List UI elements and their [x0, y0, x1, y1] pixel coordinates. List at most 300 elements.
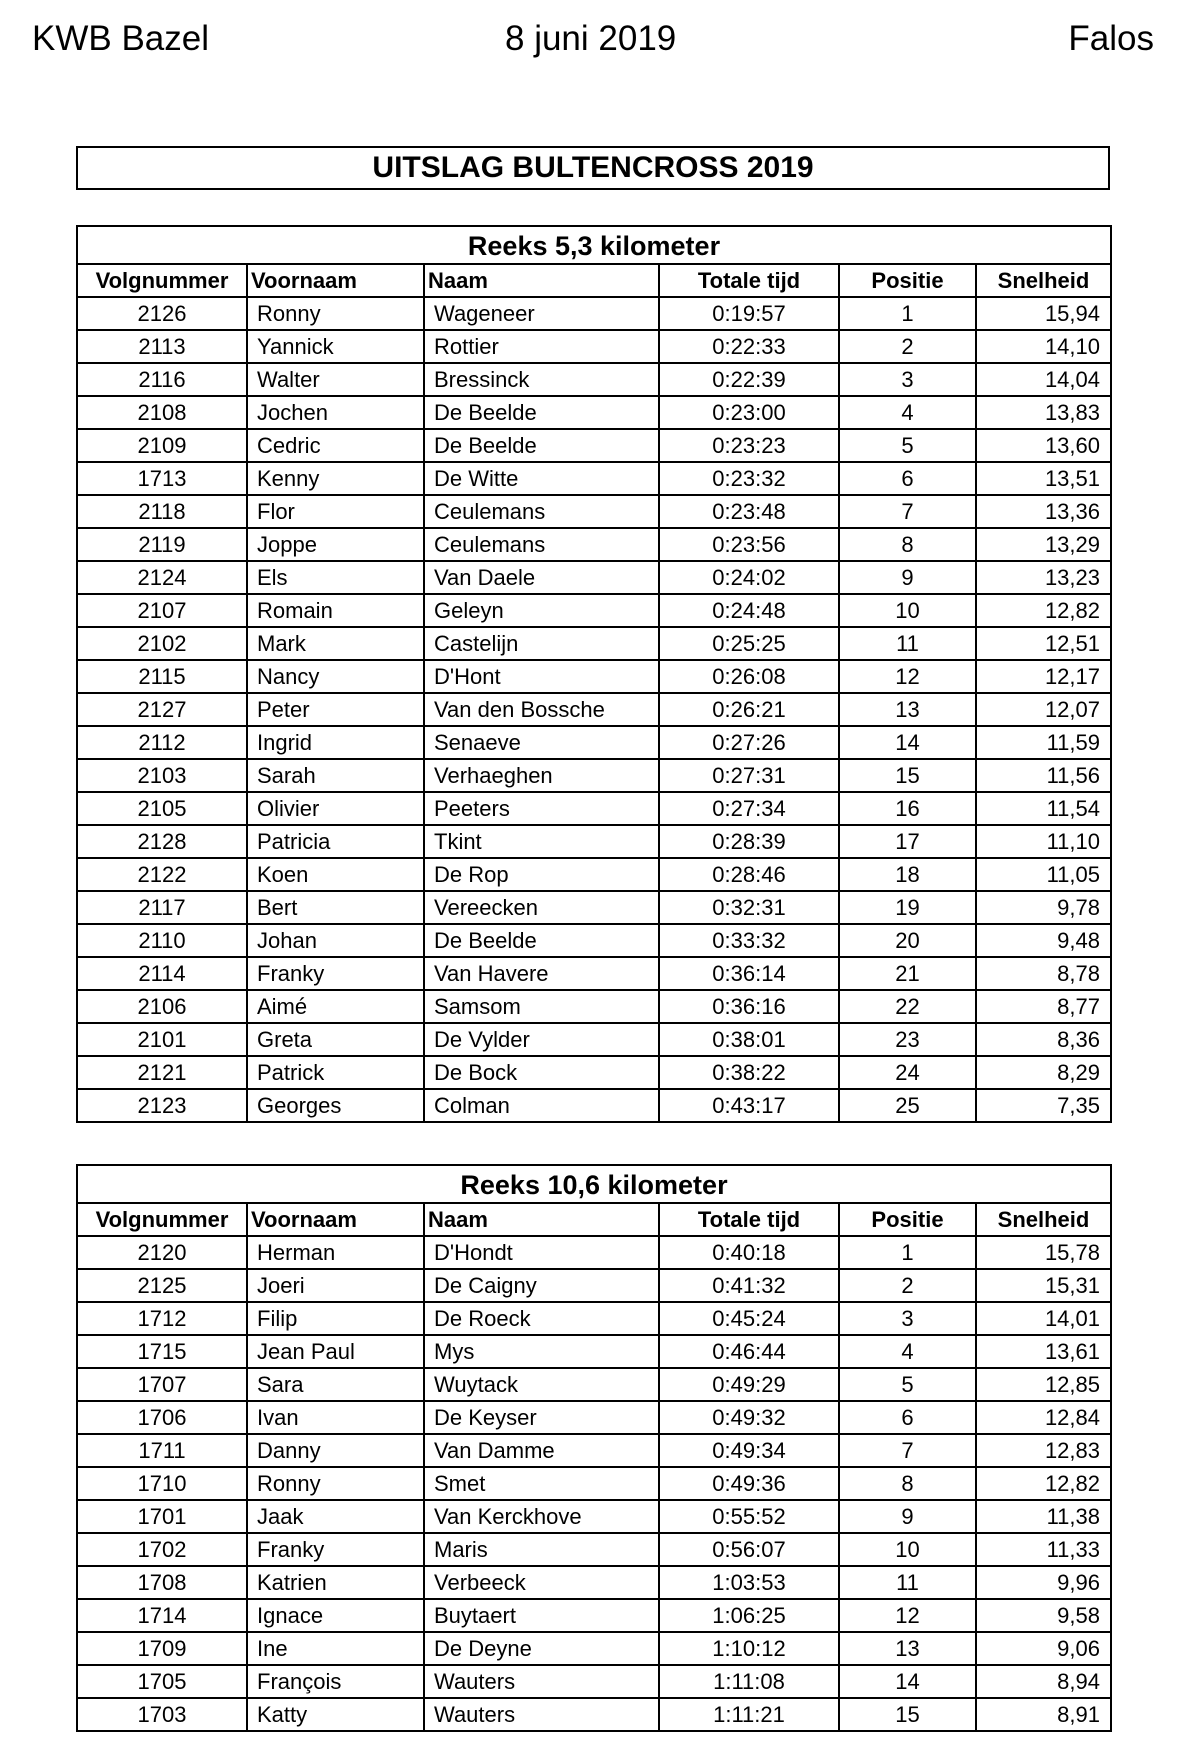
cell-total-time: 0:23:48 [659, 495, 839, 528]
cell-bib-number: 2120 [77, 1236, 247, 1269]
cell-first-name: Sara [247, 1368, 424, 1401]
cell-first-name: Nancy [247, 660, 424, 693]
cell-first-name: Koen [247, 858, 424, 891]
cell-speed: 11,05 [976, 858, 1111, 891]
cell-first-name: Joeri [247, 1269, 424, 1302]
table-row [77, 1500, 1111, 1533]
table-row [77, 561, 1111, 594]
cell-last-name: Van Kerckhove [424, 1500, 659, 1533]
cell-bib-number: 2119 [77, 528, 247, 561]
cell-total-time: 0:32:31 [659, 891, 839, 924]
cell-first-name: Peter [247, 693, 424, 726]
cell-bib-number: 1701 [77, 1500, 247, 1533]
cell-position: 24 [839, 1056, 976, 1089]
table-row [77, 792, 1111, 825]
cell-position: 15 [839, 1698, 976, 1731]
cell-last-name: Verbeeck [424, 1566, 659, 1599]
cell-last-name: Buytaert [424, 1599, 659, 1632]
cell-first-name: Kenny [247, 462, 424, 495]
series-title: Reeks 5,3 kilometer [76, 225, 1112, 263]
cell-speed: 13,61 [976, 1335, 1111, 1368]
table-row [77, 660, 1111, 693]
cell-bib-number: 2108 [77, 396, 247, 429]
table-row [77, 825, 1111, 858]
cell-last-name: Verhaeghen [424, 759, 659, 792]
cell-speed: 12,07 [976, 693, 1111, 726]
cell-speed: 9,58 [976, 1599, 1111, 1632]
cell-last-name: De Caigny [424, 1269, 659, 1302]
cell-speed: 14,10 [976, 330, 1111, 363]
cell-last-name: Samsom [424, 990, 659, 1023]
cell-first-name: Ine [247, 1632, 424, 1665]
cell-total-time: 0:27:31 [659, 759, 839, 792]
column-header-position: Positie [839, 264, 976, 297]
column-header-speed: Snelheid [976, 264, 1111, 297]
cell-total-time: 1:11:21 [659, 1698, 839, 1731]
cell-first-name: Katrien [247, 1566, 424, 1599]
cell-last-name: Maris [424, 1533, 659, 1566]
cell-bib-number: 2121 [77, 1056, 247, 1089]
event-location: Falos [1068, 19, 1154, 58]
cell-last-name: Wauters [424, 1665, 659, 1698]
table-row [77, 1665, 1111, 1698]
cell-total-time: 0:26:08 [659, 660, 839, 693]
cell-speed: 11,56 [976, 759, 1111, 792]
cell-speed: 12,82 [976, 1467, 1111, 1500]
cell-total-time: 0:49:36 [659, 1467, 839, 1500]
cell-speed: 7,35 [976, 1089, 1111, 1122]
cell-speed: 14,01 [976, 1302, 1111, 1335]
cell-total-time: 0:22:39 [659, 363, 839, 396]
cell-position: 19 [839, 891, 976, 924]
cell-speed: 8,94 [976, 1665, 1111, 1698]
cell-position: 8 [839, 528, 976, 561]
cell-last-name: Vereecken [424, 891, 659, 924]
cell-first-name: Els [247, 561, 424, 594]
cell-first-name: Ingrid [247, 726, 424, 759]
cell-bib-number: 2113 [77, 330, 247, 363]
cell-total-time: 0:22:33 [659, 330, 839, 363]
cell-last-name: De Deyne [424, 1632, 659, 1665]
cell-bib-number: 2123 [77, 1089, 247, 1122]
cell-position: 3 [839, 363, 976, 396]
cell-last-name: Van Havere [424, 957, 659, 990]
table-row [77, 1599, 1111, 1632]
cell-position: 4 [839, 1335, 976, 1368]
table-header-row [77, 1203, 1111, 1236]
table-row [77, 1368, 1111, 1401]
cell-first-name: Sarah [247, 759, 424, 792]
cell-speed: 8,91 [976, 1698, 1111, 1731]
cell-first-name: Filip [247, 1302, 424, 1335]
cell-total-time: 0:23:23 [659, 429, 839, 462]
cell-last-name: Van Daele [424, 561, 659, 594]
cell-last-name: De Beelde [424, 924, 659, 957]
table-row [77, 891, 1111, 924]
cell-total-time: 0:55:52 [659, 1500, 839, 1533]
cell-speed: 8,77 [976, 990, 1111, 1023]
cell-first-name: Yannick [247, 330, 424, 363]
column-header-total-time: Totale tijd [659, 264, 839, 297]
cell-bib-number: 2124 [77, 561, 247, 594]
cell-position: 14 [839, 726, 976, 759]
cell-total-time: 0:27:26 [659, 726, 839, 759]
cell-position: 9 [839, 561, 976, 594]
column-header-total-time: Totale tijd [659, 1203, 839, 1236]
cell-first-name: Johan [247, 924, 424, 957]
cell-last-name: Smet [424, 1467, 659, 1500]
cell-first-name: Katty [247, 1698, 424, 1731]
series-title: Reeks 10,6 kilometer [76, 1164, 1112, 1202]
cell-position: 4 [839, 396, 976, 429]
column-header-speed: Snelheid [976, 1203, 1111, 1236]
cell-total-time: 0:36:16 [659, 990, 839, 1023]
cell-last-name: Senaeve [424, 726, 659, 759]
cell-last-name: De Beelde [424, 396, 659, 429]
cell-last-name: De Witte [424, 462, 659, 495]
cell-speed: 12,82 [976, 594, 1111, 627]
cell-position: 13 [839, 1632, 976, 1665]
cell-position: 11 [839, 627, 976, 660]
cell-first-name: Joppe [247, 528, 424, 561]
cell-position: 2 [839, 1269, 976, 1302]
table-row [77, 495, 1111, 528]
organization-name: KWB Bazel [32, 19, 209, 58]
cell-position: 2 [839, 330, 976, 363]
cell-bib-number: 2106 [77, 990, 247, 1023]
cell-speed: 15,94 [976, 297, 1111, 330]
cell-bib-number: 1710 [77, 1467, 247, 1500]
cell-bib-number: 2126 [77, 297, 247, 330]
cell-total-time: 0:26:21 [659, 693, 839, 726]
cell-first-name: François [247, 1665, 424, 1698]
cell-speed: 11,54 [976, 792, 1111, 825]
cell-position: 3 [839, 1302, 976, 1335]
cell-total-time: 0:38:01 [659, 1023, 839, 1056]
cell-last-name: Tkint [424, 825, 659, 858]
cell-last-name: Wuytack [424, 1368, 659, 1401]
cell-position: 18 [839, 858, 976, 891]
cell-bib-number: 1708 [77, 1566, 247, 1599]
cell-position: 21 [839, 957, 976, 990]
table-row [77, 1056, 1111, 1089]
cell-position: 9 [839, 1500, 976, 1533]
cell-bib-number: 1715 [77, 1335, 247, 1368]
cell-speed: 13,23 [976, 561, 1111, 594]
cell-bib-number: 1706 [77, 1401, 247, 1434]
cell-speed: 12,83 [976, 1434, 1111, 1467]
cell-position: 13 [839, 693, 976, 726]
column-header-last-name: Naam [424, 1203, 659, 1236]
cell-first-name: Ronny [247, 1467, 424, 1500]
cell-speed: 13,36 [976, 495, 1111, 528]
cell-speed: 12,84 [976, 1401, 1111, 1434]
cell-speed: 13,60 [976, 429, 1111, 462]
cell-bib-number: 2118 [77, 495, 247, 528]
cell-first-name: Patrick [247, 1056, 424, 1089]
cell-speed: 11,59 [976, 726, 1111, 759]
cell-speed: 9,78 [976, 891, 1111, 924]
cell-total-time: 0:23:32 [659, 462, 839, 495]
cell-first-name: Franky [247, 957, 424, 990]
cell-position: 20 [839, 924, 976, 957]
cell-bib-number: 1711 [77, 1434, 247, 1467]
column-header-first-name: Voornaam [247, 264, 424, 297]
results-table-series-1 [76, 225, 1112, 1123]
cell-position: 14 [839, 1665, 976, 1698]
cell-bib-number: 1713 [77, 462, 247, 495]
table-row [77, 297, 1111, 330]
cell-bib-number: 2105 [77, 792, 247, 825]
cell-speed: 9,06 [976, 1632, 1111, 1665]
cell-first-name: Aimé [247, 990, 424, 1023]
cell-first-name: Jaak [247, 1500, 424, 1533]
cell-speed: 8,78 [976, 957, 1111, 990]
cell-last-name: Wauters [424, 1698, 659, 1731]
cell-total-time: 0:36:14 [659, 957, 839, 990]
table-row [77, 1632, 1111, 1665]
cell-speed: 13,51 [976, 462, 1111, 495]
cell-position: 6 [839, 462, 976, 495]
cell-position: 1 [839, 1236, 976, 1269]
cell-bib-number: 2127 [77, 693, 247, 726]
cell-last-name: De Bock [424, 1056, 659, 1089]
cell-bib-number: 2115 [77, 660, 247, 693]
cell-position: 15 [839, 759, 976, 792]
cell-speed: 14,04 [976, 363, 1111, 396]
cell-last-name: De Vylder [424, 1023, 659, 1056]
cell-bib-number: 1707 [77, 1368, 247, 1401]
table-row [77, 990, 1111, 1023]
cell-position: 22 [839, 990, 976, 1023]
cell-last-name: D'Hondt [424, 1236, 659, 1269]
cell-bib-number: 2112 [77, 726, 247, 759]
column-header-first-name: Voornaam [247, 1203, 424, 1236]
results-table-series-2 [76, 1164, 1112, 1732]
cell-total-time: 0:24:48 [659, 594, 839, 627]
cell-total-time: 0:46:44 [659, 1335, 839, 1368]
cell-position: 23 [839, 1023, 976, 1056]
cell-position: 5 [839, 1368, 976, 1401]
table-row [77, 594, 1111, 627]
cell-total-time: 1:10:12 [659, 1632, 839, 1665]
table-row [77, 957, 1111, 990]
table-row [77, 1089, 1111, 1122]
table-row [77, 726, 1111, 759]
cell-total-time: 0:45:24 [659, 1302, 839, 1335]
table-row [77, 363, 1111, 396]
cell-bib-number: 1712 [77, 1302, 247, 1335]
table-row [77, 1698, 1111, 1731]
cell-first-name: Ivan [247, 1401, 424, 1434]
cell-position: 8 [839, 1467, 976, 1500]
cell-position: 25 [839, 1089, 976, 1122]
cell-first-name: Jean Paul [247, 1335, 424, 1368]
cell-last-name: Peeters [424, 792, 659, 825]
cell-first-name: Danny [247, 1434, 424, 1467]
cell-last-name: De Roeck [424, 1302, 659, 1335]
cell-first-name: Franky [247, 1533, 424, 1566]
cell-speed: 15,78 [976, 1236, 1111, 1269]
cell-total-time: 0:24:02 [659, 561, 839, 594]
cell-first-name: Cedric [247, 429, 424, 462]
cell-position: 11 [839, 1566, 976, 1599]
cell-bib-number: 2103 [77, 759, 247, 792]
table-row [77, 1467, 1111, 1500]
column-header-position: Positie [839, 1203, 976, 1236]
table-row [77, 1236, 1111, 1269]
cell-position: 6 [839, 1401, 976, 1434]
cell-last-name: Bressinck [424, 363, 659, 396]
cell-bib-number: 2102 [77, 627, 247, 660]
cell-last-name: Rottier [424, 330, 659, 363]
cell-last-name: Ceulemans [424, 495, 659, 528]
cell-total-time: 1:03:53 [659, 1566, 839, 1599]
cell-total-time: 0:56:07 [659, 1533, 839, 1566]
cell-total-time: 0:49:34 [659, 1434, 839, 1467]
table-header-row [77, 264, 1111, 297]
cell-bib-number: 2101 [77, 1023, 247, 1056]
table-row [77, 1401, 1111, 1434]
table-row [77, 1302, 1111, 1335]
cell-first-name: Mark [247, 627, 424, 660]
table-row [77, 1533, 1111, 1566]
cell-first-name: Greta [247, 1023, 424, 1056]
cell-first-name: Patricia [247, 825, 424, 858]
cell-total-time: 0:49:29 [659, 1368, 839, 1401]
cell-first-name: Walter [247, 363, 424, 396]
cell-bib-number: 2110 [77, 924, 247, 957]
cell-total-time: 0:28:39 [659, 825, 839, 858]
page-header [32, 14, 1154, 64]
cell-bib-number: 2125 [77, 1269, 247, 1302]
cell-last-name: Van Damme [424, 1434, 659, 1467]
cell-last-name: Wageneer [424, 297, 659, 330]
cell-bib-number: 2116 [77, 363, 247, 396]
column-header-bib-number: Volgnummer [77, 264, 247, 297]
cell-first-name: Georges [247, 1089, 424, 1122]
cell-position: 7 [839, 1434, 976, 1467]
cell-first-name: Jochen [247, 396, 424, 429]
column-header-bib-number: Volgnummer [77, 1203, 247, 1236]
cell-speed: 9,96 [976, 1566, 1111, 1599]
cell-total-time: 0:23:56 [659, 528, 839, 561]
cell-position: 7 [839, 495, 976, 528]
cell-last-name: Ceulemans [424, 528, 659, 561]
cell-first-name: Ignace [247, 1599, 424, 1632]
cell-last-name: Van den Bossche [424, 693, 659, 726]
cell-bib-number: 2128 [77, 825, 247, 858]
cell-total-time: 0:28:46 [659, 858, 839, 891]
cell-bib-number: 2109 [77, 429, 247, 462]
cell-total-time: 0:27:34 [659, 792, 839, 825]
cell-last-name: Geleyn [424, 594, 659, 627]
cell-last-name: De Keyser [424, 1401, 659, 1434]
cell-speed: 11,10 [976, 825, 1111, 858]
cell-bib-number: 1705 [77, 1665, 247, 1698]
table-row [77, 1566, 1111, 1599]
table-row [77, 1335, 1111, 1368]
cell-position: 12 [839, 660, 976, 693]
cell-bib-number: 1714 [77, 1599, 247, 1632]
cell-position: 10 [839, 1533, 976, 1566]
event-date: 8 juni 2019 [505, 19, 677, 58]
table-row [77, 462, 1111, 495]
cell-bib-number: 2122 [77, 858, 247, 891]
cell-bib-number: 2107 [77, 594, 247, 627]
cell-total-time: 0:41:32 [659, 1269, 839, 1302]
cell-position: 17 [839, 825, 976, 858]
cell-first-name: Flor [247, 495, 424, 528]
table-row [77, 396, 1111, 429]
cell-speed: 11,33 [976, 1533, 1111, 1566]
cell-speed: 12,85 [976, 1368, 1111, 1401]
cell-total-time: 0:43:17 [659, 1089, 839, 1122]
cell-speed: 8,29 [976, 1056, 1111, 1089]
cell-total-time: 0:33:32 [659, 924, 839, 957]
cell-speed: 12,17 [976, 660, 1111, 693]
cell-first-name: Romain [247, 594, 424, 627]
cell-speed: 9,48 [976, 924, 1111, 957]
cell-total-time: 1:06:25 [659, 1599, 839, 1632]
table-row [77, 1434, 1111, 1467]
cell-speed: 13,29 [976, 528, 1111, 561]
cell-bib-number: 2117 [77, 891, 247, 924]
column-header-last-name: Naam [424, 264, 659, 297]
table-row [77, 693, 1111, 726]
cell-position: 1 [839, 297, 976, 330]
table-row [77, 627, 1111, 660]
cell-first-name: Herman [247, 1236, 424, 1269]
cell-total-time: 0:38:22 [659, 1056, 839, 1089]
cell-speed: 15,31 [976, 1269, 1111, 1302]
cell-last-name: De Beelde [424, 429, 659, 462]
cell-first-name: Olivier [247, 792, 424, 825]
cell-total-time: 0:49:32 [659, 1401, 839, 1434]
cell-speed: 13,83 [976, 396, 1111, 429]
cell-speed: 11,38 [976, 1500, 1111, 1533]
cell-speed: 8,36 [976, 1023, 1111, 1056]
cell-first-name: Bert [247, 891, 424, 924]
cell-bib-number: 1709 [77, 1632, 247, 1665]
cell-last-name: Colman [424, 1089, 659, 1122]
table-row [77, 1023, 1111, 1056]
table-row [77, 924, 1111, 957]
table-row [77, 330, 1111, 363]
cell-speed: 12,51 [976, 627, 1111, 660]
cell-position: 5 [839, 429, 976, 462]
cell-bib-number: 1703 [77, 1698, 247, 1731]
cell-position: 12 [839, 1599, 976, 1632]
cell-first-name: Ronny [247, 297, 424, 330]
cell-position: 16 [839, 792, 976, 825]
cell-last-name: D'Hont [424, 660, 659, 693]
cell-last-name: De Rop [424, 858, 659, 891]
cell-total-time: 0:19:57 [659, 297, 839, 330]
table-row [77, 858, 1111, 891]
cell-total-time: 1:11:08 [659, 1665, 839, 1698]
cell-position: 10 [839, 594, 976, 627]
cell-bib-number: 1702 [77, 1533, 247, 1566]
cell-total-time: 0:40:18 [659, 1236, 839, 1269]
cell-total-time: 0:23:00 [659, 396, 839, 429]
table-row [77, 528, 1111, 561]
table-row [77, 1269, 1111, 1302]
cell-total-time: 0:25:25 [659, 627, 839, 660]
cell-last-name: Mys [424, 1335, 659, 1368]
table-row [77, 429, 1111, 462]
document-title: UITSLAG BULTENCROSS 2019 [76, 146, 1110, 190]
